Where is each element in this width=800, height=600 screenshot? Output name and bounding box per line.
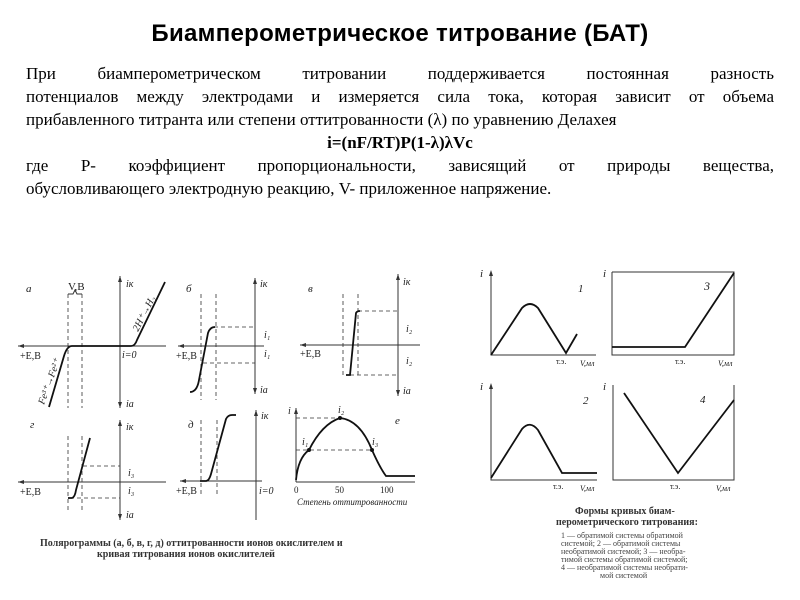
svg-text:+E,B: +E,B: [176, 486, 197, 497]
curve-shape-1: [480, 268, 596, 368]
left-caption-line: Полярограммы (а, б, в, г, д) оттитрованности ионов окислителем и: [40, 538, 343, 549]
svg-text:i₂: i₂: [406, 324, 413, 335]
svg-text:iк: iк: [126, 279, 134, 290]
svg-text:+E,B: +E,B: [20, 487, 41, 498]
svg-text:в: в: [308, 283, 313, 295]
svg-text:Степень оттитрованности: Степень оттитрованности: [297, 497, 408, 507]
svg-text:i: i: [480, 381, 484, 393]
svg-text:i: i: [603, 268, 607, 280]
svg-text:т.э.: т.э.: [675, 357, 686, 366]
svg-text:V,B: V,B: [68, 281, 85, 293]
right-caption-line: тимой системы обратимой системой;: [561, 555, 688, 564]
right-caption-line: системой; 2 — обратимой системы: [561, 539, 681, 548]
paragraph-line: прибавленного титранта или степени оттитрованности (λ) по уравнению Делахея: [26, 110, 617, 129]
svg-text:100: 100: [380, 485, 394, 495]
panel-a: [18, 276, 166, 410]
svg-text:V,мл: V,мл: [718, 359, 733, 368]
svg-text:+E,B: +E,B: [20, 351, 41, 362]
svg-text:i₃: i₃: [372, 437, 379, 448]
right-caption-title: перометрического титрования:: [556, 517, 698, 528]
paragraph-line: При биамперометрическом титровании поддерживается постоянная разность: [26, 64, 774, 83]
svg-text:iа: iа: [403, 386, 411, 397]
svg-text:V,мл: V,мл: [580, 359, 595, 368]
svg-text:Fe³⁺→Fe²⁺: Fe³⁺→Fe²⁺: [36, 357, 64, 407]
svg-text:i: i: [288, 406, 291, 417]
svg-text:i=0: i=0: [122, 350, 137, 361]
svg-text:т.э.: т.э.: [670, 482, 681, 491]
delahay-formula: i=(nF/RT)P(1-λ)λVc: [327, 133, 473, 152]
svg-text:i₁: i₁: [264, 349, 271, 360]
svg-text:iа: iа: [260, 385, 268, 396]
svg-text:i: i: [480, 268, 484, 280]
right-caption-title: Формы кривых биам-: [575, 506, 675, 517]
slide-title: Биамперометрическое титрование (БАТ): [151, 20, 649, 47]
curve-shape-3: [603, 268, 734, 368]
svg-text:т.э.: т.э.: [553, 482, 564, 491]
svg-text:б: б: [186, 283, 192, 295]
svg-text:+E,B: +E,B: [300, 349, 321, 360]
svg-text:V,мл: V,мл: [580, 484, 595, 493]
svg-text:+E,B: +E,B: [176, 351, 197, 362]
panel-d: [176, 410, 274, 520]
left-caption-line: кривая титрования ионов окислителей: [97, 549, 275, 560]
panel-g: [18, 419, 166, 521]
right-caption-line: 4 — необратимой системы необрати-: [561, 563, 688, 572]
panel-b: [176, 278, 270, 400]
svg-text:т.э.: т.э.: [556, 357, 567, 366]
svg-text:V,мл: V,мл: [716, 484, 731, 493]
svg-text:i: i: [603, 381, 607, 393]
svg-text:е: е: [395, 415, 400, 427]
svg-text:i₁: i₁: [302, 437, 309, 448]
svg-text:4: 4: [700, 394, 706, 406]
svg-text:i₂: i₂: [406, 356, 413, 367]
svg-text:iк: iк: [126, 422, 134, 433]
svg-text:iа: iа: [126, 510, 134, 521]
svg-text:2H⁺→H₂: 2H⁺→H₂: [130, 294, 159, 334]
svg-text:iк: iк: [403, 277, 411, 288]
svg-text:а: а: [26, 283, 32, 295]
right-caption-line: мой системой: [600, 571, 648, 580]
svg-text:i₃: i₃: [128, 468, 135, 479]
svg-text:г: г: [30, 419, 35, 431]
svg-text:2: 2: [583, 395, 589, 407]
right-caption-line: необратимой системой; 3 — необра-: [561, 547, 686, 556]
svg-text:0: 0: [294, 485, 299, 495]
curve-shape-4: [603, 381, 734, 493]
panel-v: [300, 274, 420, 397]
svg-text:i=0: i=0: [259, 486, 274, 497]
svg-text:i₃: i₃: [128, 486, 135, 497]
panel-e-titration-curve: [288, 405, 415, 507]
svg-text:i₂: i₂: [338, 405, 345, 416]
svg-text:д: д: [188, 419, 194, 431]
paragraph-line: обусловливающего электродную реакцию, V- приложенное напряжение.: [26, 179, 552, 198]
paragraph-line: потенциалов между электродами и измеряется сила тока, которая зависит от объема: [26, 87, 774, 106]
right-caption-line: 1 — обратимой системы обратимой: [561, 531, 683, 540]
svg-text:iк: iк: [261, 411, 269, 422]
svg-text:3: 3: [704, 279, 710, 293]
svg-text:iк: iк: [260, 279, 268, 290]
svg-text:1: 1: [578, 283, 584, 295]
svg-text:iа: iа: [126, 399, 134, 410]
svg-text:i₁: i₁: [264, 330, 271, 341]
curve-shape-2: [480, 381, 597, 493]
svg-text:50: 50: [335, 485, 344, 495]
paragraph-line: где P- коэффициент пропорциональности, зависящий от природы вещества,: [26, 156, 774, 175]
